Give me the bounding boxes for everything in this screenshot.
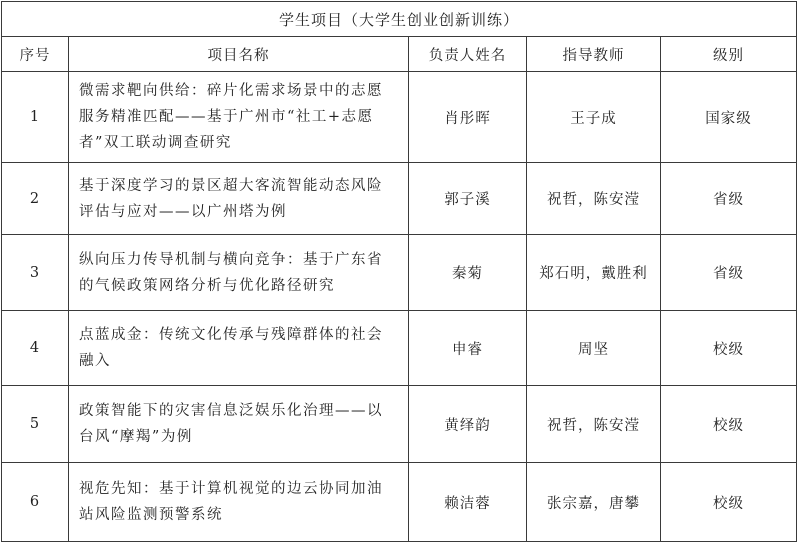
- cell-leader: 肖彤晖: [409, 72, 527, 163]
- header-advisor: 指导教师: [527, 37, 661, 72]
- cell-advisor: 周坚: [527, 311, 661, 386]
- cell-level: 省级: [661, 235, 797, 311]
- cell-level: 省级: [661, 163, 797, 235]
- cell-advisor: 张宗嘉，唐攀: [527, 463, 661, 542]
- cell-project-name: 视危先知：基于计算机视觉的边云协同加油站风险监测预警系统: [69, 463, 409, 542]
- table-row: [2, 72, 797, 163]
- cell-no: 3: [2, 235, 69, 311]
- cell-advisor: 祝哲，陈安滢: [527, 386, 661, 463]
- cell-project-name: 基于深度学习的景区超大客流智能动态风险评估与应对——以广州塔为例: [69, 163, 409, 235]
- cell-leader: 黄绎韵: [409, 386, 527, 463]
- cell-level: 国家级: [661, 72, 797, 163]
- table-row: [2, 235, 797, 311]
- cell-no: 5: [2, 386, 69, 463]
- cell-leader: 申睿: [409, 311, 527, 386]
- header-no: 序号: [2, 37, 69, 72]
- cell-project-name: 纵向压力传导机制与横向竞争：基于广东省的气候政策网络分析与优化路径研究: [69, 235, 409, 311]
- cell-level: 校级: [661, 386, 797, 463]
- cell-level: 校级: [661, 311, 797, 386]
- cell-no: 2: [2, 163, 69, 235]
- header-row: [2, 37, 797, 72]
- table-row: [2, 163, 797, 235]
- cell-project-name: 点蓝成金：传统文化传承与残障群体的社会融入: [69, 311, 409, 386]
- cell-leader: 郭子溪: [409, 163, 527, 235]
- cell-leader: 赖洁蓉: [409, 463, 527, 542]
- cell-advisor: 祝哲，陈安滢: [527, 163, 661, 235]
- cell-advisor: 王子成: [527, 72, 661, 163]
- cell-project-name: 政策智能下的灾害信息泛娱乐化治理——以台风“摩羯”为例: [69, 386, 409, 463]
- cell-advisor: 郑石明，戴胜利: [527, 235, 661, 311]
- student-projects-table: [1, 1, 797, 542]
- cell-no: 4: [2, 311, 69, 386]
- header-level: 级别: [661, 37, 797, 72]
- table-row: [2, 463, 797, 542]
- table-row: [2, 311, 797, 386]
- cell-leader: 秦菊: [409, 235, 527, 311]
- table-title: 学生项目（大学生创业创新训练）: [2, 2, 797, 37]
- cell-no: 1: [2, 72, 69, 163]
- header-project-name: 项目名称: [69, 37, 409, 72]
- cell-level: 校级: [661, 463, 797, 542]
- cell-no: 6: [2, 463, 69, 542]
- cell-project-name: 微需求靶向供给：碎片化需求场景中的志愿服务精准匹配——基于广州市“社工+志愿者”双工联动调查研究: [69, 72, 409, 163]
- header-leader: 负责人姓名: [409, 37, 527, 72]
- table-row: [2, 386, 797, 463]
